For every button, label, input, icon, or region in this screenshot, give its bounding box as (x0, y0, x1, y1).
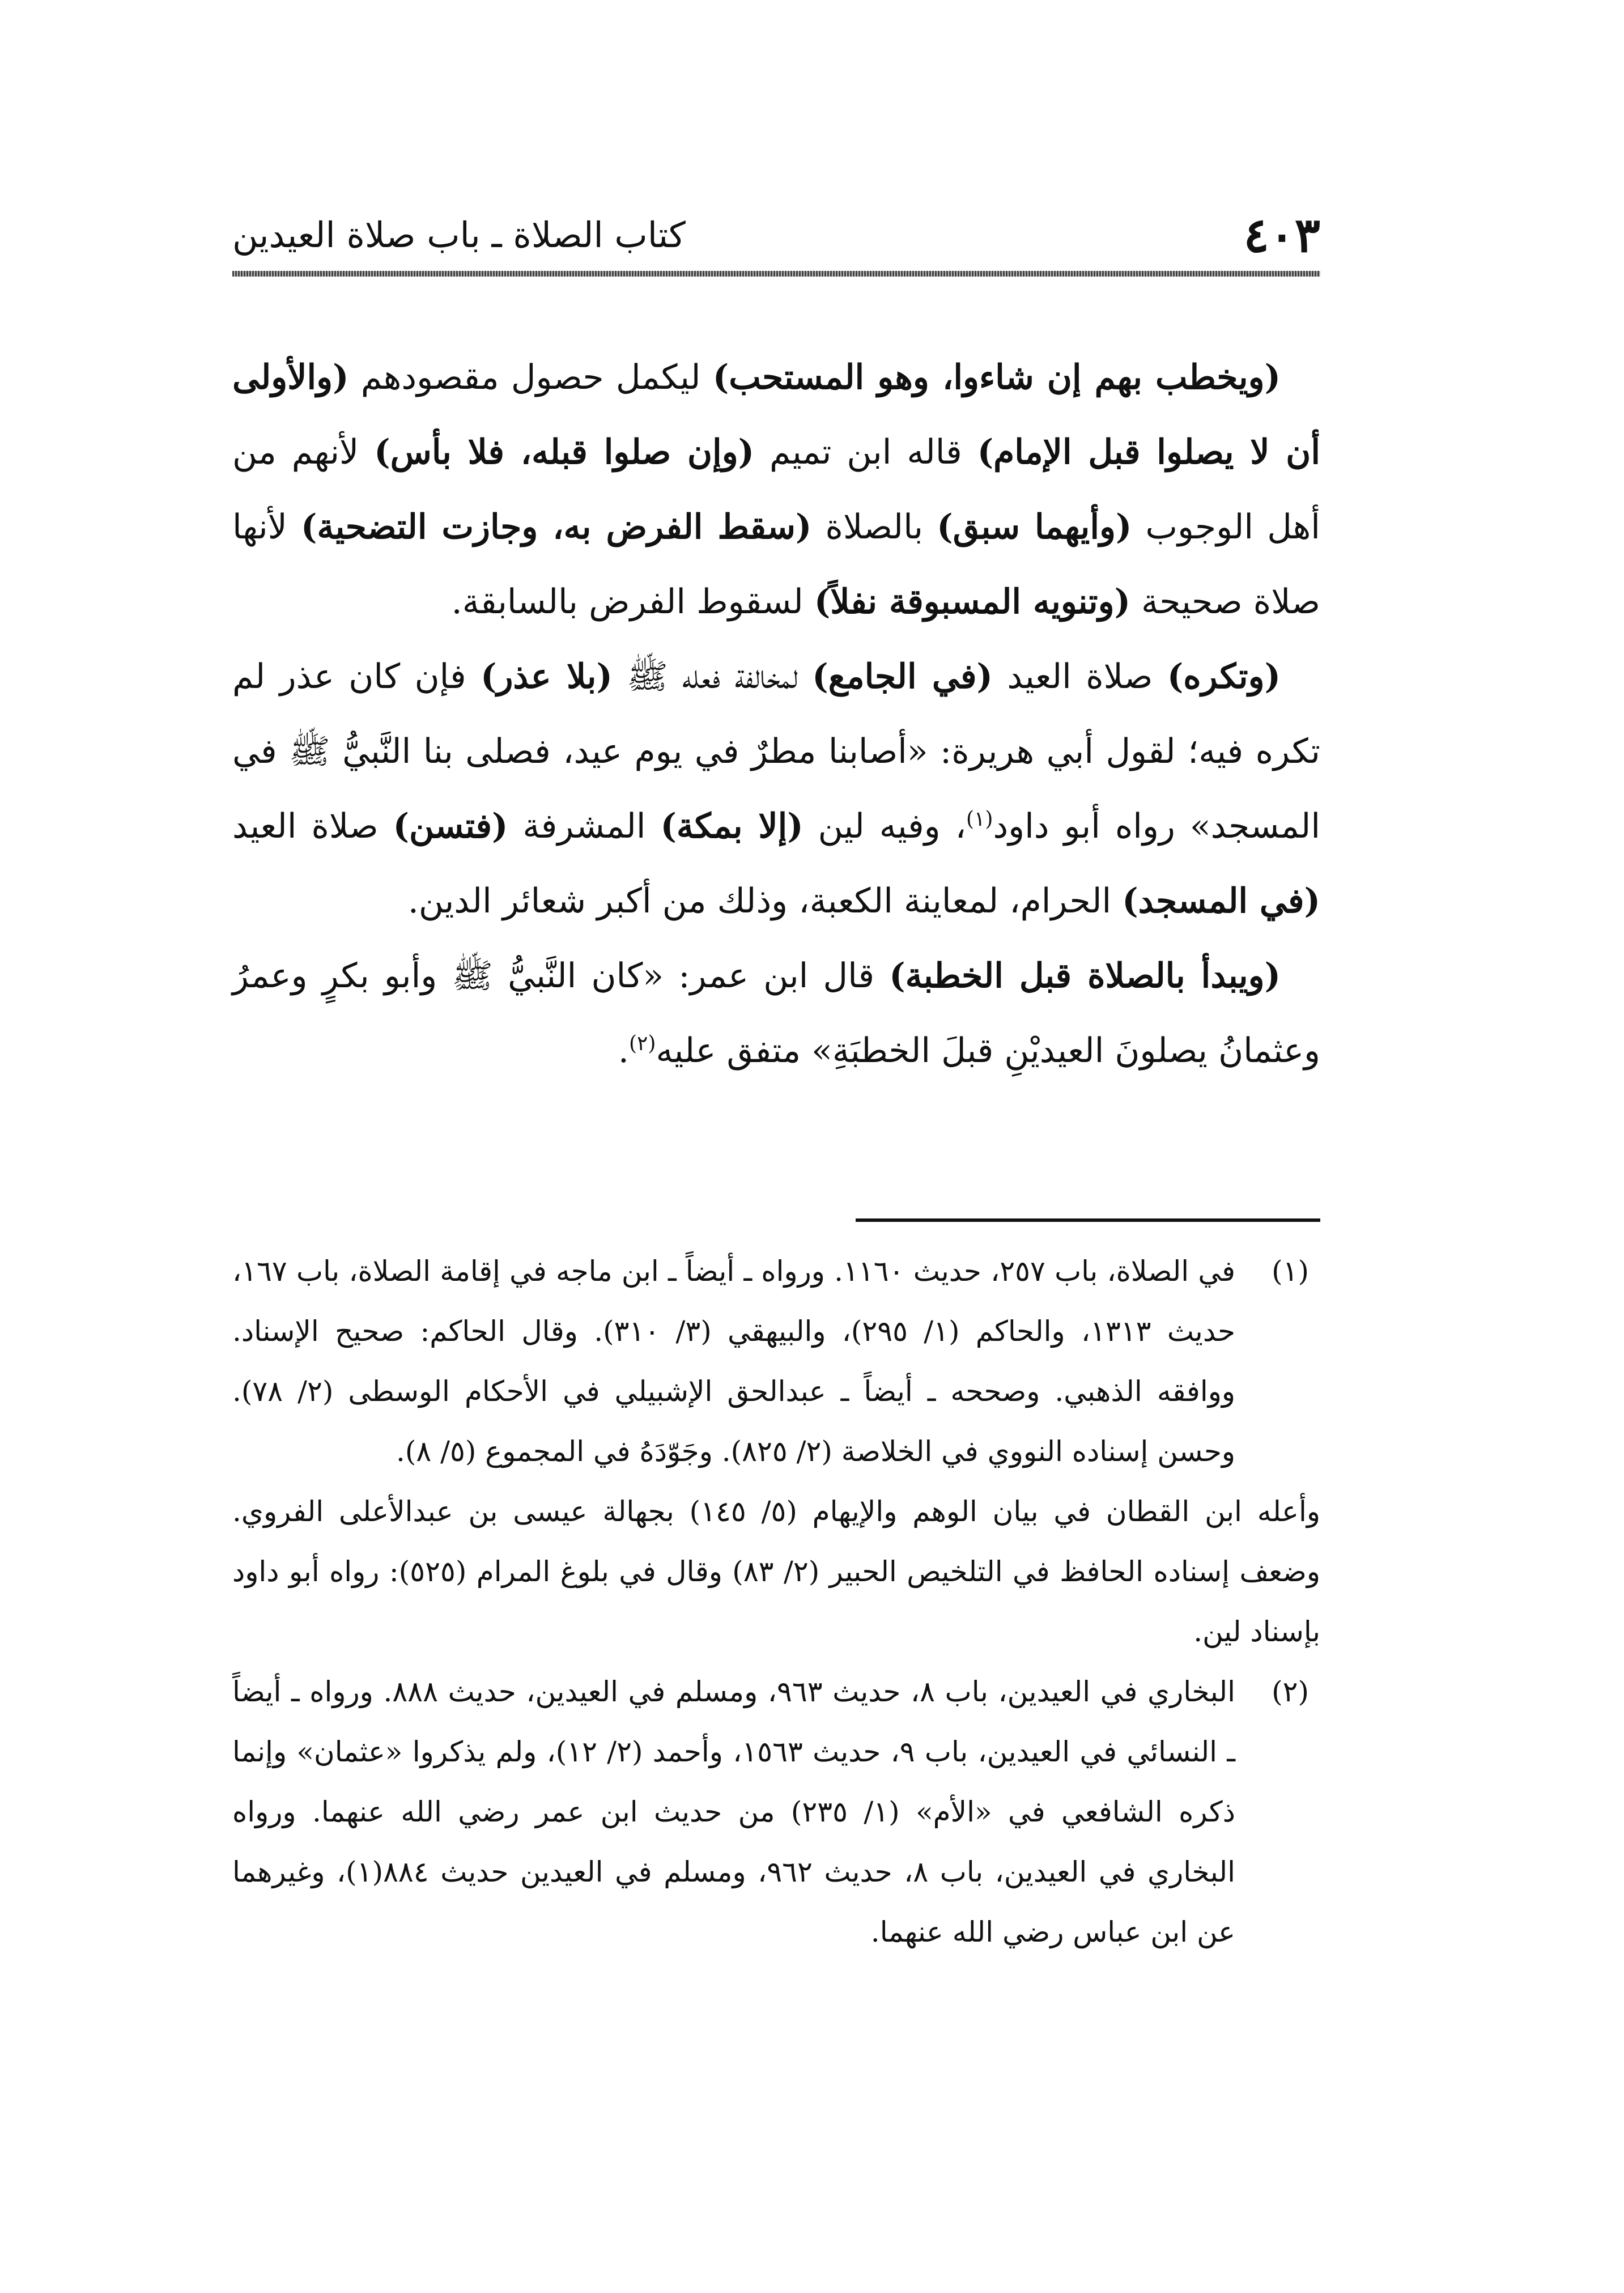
paragraph-3 (232, 939, 1320, 1088)
footnote-ref-2[interactable]: (٢) (629, 1032, 656, 1055)
bold-phrase: (فتسن) (393, 806, 508, 846)
page-header (232, 204, 1320, 266)
paragraph-1 (232, 340, 1320, 639)
text-run: صلاة العيد (232, 806, 393, 846)
footnote-text: البخاري في العيدين، باب ٨، حديث ٩٦٣، ومسلم في العيدين، حديث ٨٨٨. ورواه ـ أيضاً ـ النسائي في العيدين، باب ٩، حديث ١٥٦٣، وأحمد (٢/ ١٢)، ولم يذكروا «عثمان» وإنما ذكره الشافعي في «الأم» (١/ ٢٣٥) من حديث ابن عمر رضي الله عنهما. ورواه البخاري في العيدين، باب ٨، حديث ٩٦٢، ومسلم في العيدين حديث ٨٨٤(١)، وغيرهما عن ابن عباس رضي الله عنهما. (232, 1675, 1236, 1948)
text-run: . (618, 1031, 629, 1071)
text-run: قاله ابن تميم (754, 432, 977, 472)
bold-phrase: (سقط الفرض به، وجازت التضحية) (301, 507, 812, 547)
bold-phrase: (بلا عذر) (481, 657, 613, 697)
paragraph-2 (232, 639, 1320, 939)
footnote-number: (١) (1272, 1255, 1309, 1288)
text-run: قال ابن عمر: «كان النَّبيُّ ﷺ وأبو بكرٍ وعمرُ وعثمانُ يصلونَ العيديْنِ قبلَ الخطبَةِ» متفق عليه (232, 956, 1320, 1071)
footnote-1-continuation: وأعله ابن القطان في بيان الوهم والإيهام (٥/ ١٤٥) بجهالة عيسى بن عبدالأعلى الفروي. وضعف إسناده الحافظ في التلخيص الحبير (٢/ ٨٣) وقال في بلوغ المرام (٥٢٥): رواه أبو داود بإسناد لين. (232, 1495, 1321, 1648)
running-title: كتاب الصلاة ـ باب صلاة العيدين (232, 214, 686, 256)
bold-phrase: (في الجامع) (812, 657, 993, 697)
bold-phrase: (وأيهما سبق) (937, 507, 1132, 547)
main-text (232, 340, 1320, 1088)
footnote-2 (232, 1662, 1320, 1962)
text-run: بالصلاة (811, 507, 937, 547)
bold-phrase: (وتكره) (1167, 657, 1281, 697)
footnote-divider (856, 1218, 1320, 1222)
text-run: لسقوط الفرض بالسابقة. (451, 582, 814, 622)
text-run: لمخالفة فعله ﷺ (612, 657, 813, 697)
text-run: المشرفة (508, 806, 661, 846)
bold-phrase: (ويخطب بهم إن شاءوا، وهو المستحب) (712, 358, 1281, 397)
text-run: لأنهم من أهل الوجوب (232, 432, 1320, 547)
footnote-number: (٢) (1272, 1675, 1309, 1708)
footnote-ref-1[interactable]: (١) (966, 808, 993, 831)
text-run: فإن كان عذر لم تكره فيه؛ لقول أبي هريرة: «أصابنا مطرٌ في يوم عيد، فصلى بنا النَّبيُّ ﷺ في المسجد» رواه أبو داود (232, 657, 1320, 846)
text-run: الحرام، لمعاينة الكعبة، وذلك من أكبر شعائر الدين. (407, 881, 1123, 921)
text-run: ، وفيه لين (803, 806, 966, 846)
bold-phrase: (وإن صلوا قبله، فلا بأس) (374, 432, 755, 472)
footnote-text: في الصلاة، باب ٢٥٧، حديث ١١٦٠. ورواه ـ أيضاً ـ ابن ماجه في إقامة الصلاة، باب ١٦٧، حديث ١٣١٣، والحاكم (١/ ٢٩٥)، والبيهقي (٣/ ٣١٠). وقال الحاكم: صحيح الإسناد. ووافقه الذهبي. وصححه ـ أيضاً ـ عبدالحق الإشبيلي في الأحكام الوسطى (٢/ ٧٨). وحسن إسناده النووي في الخلاصة (٢/ ٨٢٥). وجَوّدَهُ في المجموع (٥/ ٨). (232, 1255, 1235, 1468)
footnotes (232, 1241, 1320, 1962)
bold-phrase: (والأولى أن لا يصلوا قبل الإمام) (232, 358, 1321, 472)
header-divider (232, 271, 1320, 277)
text-run: ليكمل حصول مقصودهم (348, 358, 713, 397)
bold-phrase: (ويبدأ بالصلاة قبل الخطبة) (889, 956, 1281, 996)
bold-phrase: (وتنويه المسبوقة نفلاً) (814, 582, 1130, 622)
bold-phrase: (إلا بمكة) (660, 806, 804, 846)
text-run: صلاة العيد (992, 657, 1167, 697)
bold-phrase: (في المسجد) (1122, 881, 1320, 921)
text-run: لأنها صلاة صحيحة (232, 507, 1320, 622)
footnote-1 (232, 1241, 1320, 1481)
page-number: ٤٠٣ (1243, 207, 1320, 263)
